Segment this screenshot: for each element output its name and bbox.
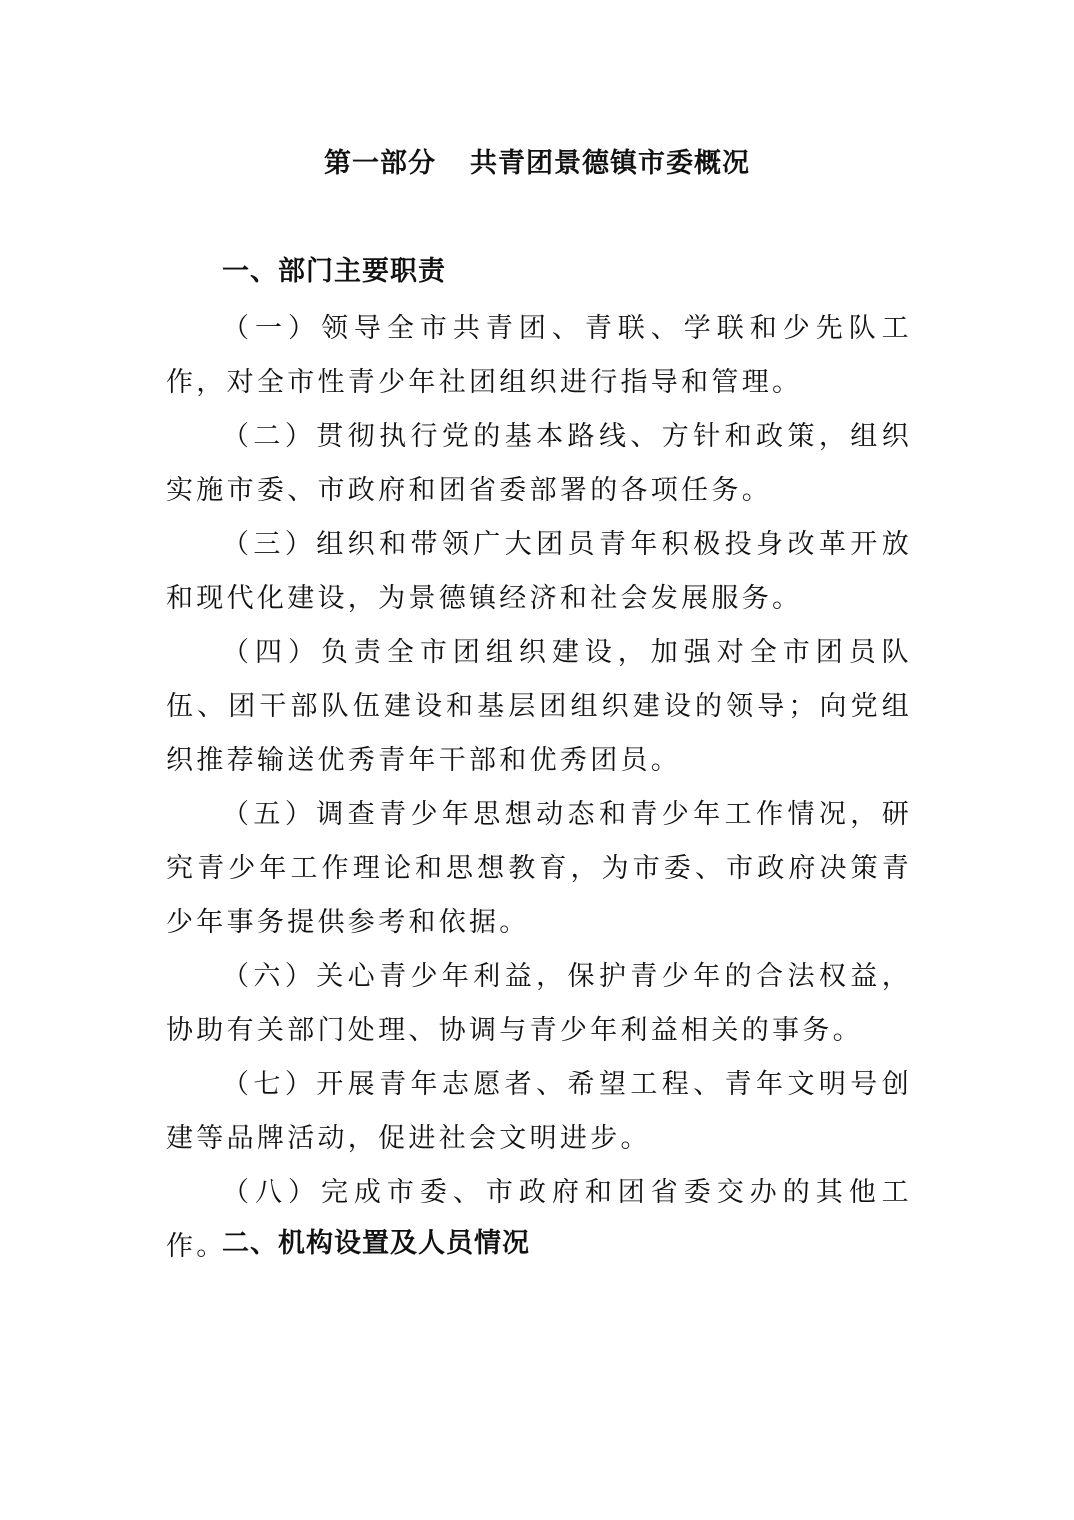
title-main: 共青团景德镇市委概况 xyxy=(470,148,750,179)
duty-paragraph-5: （五）调查青少年思想动态和青少年工作情况，研究青少年工作理论和思想教育，为市委、市政府决策青少年事务提供参考和依据。 xyxy=(166,799,912,938)
duty-paragraph-3: （三）组织和带领广大团员青年积极投身改革开放和现代化建设，为景德镇经济和社会发展服务。 xyxy=(166,529,912,614)
duty-paragraph-1: （一）领导全市共青团、青联、学联和少先队工作，对全市性青少年社团组织进行指导和管理。 xyxy=(166,313,912,398)
duty-paragraph-8: （八）完成市委、市政府和团省委交办的其他工作。 xyxy=(166,1177,912,1262)
section-heading-organization: 二、机构设置及人员情况 xyxy=(222,1228,530,1259)
duty-paragraph-6: （六）关心青少年利益，保护青少年的合法权益，协助有关部门处理、协调与青少年利益相关的事务。 xyxy=(166,961,912,1046)
page-title xyxy=(0,142,1074,186)
duty-paragraph-2: （二）贯彻执行党的基本路线、方针和政策，组织实施市委、市政府和团省委部署的各项任务。 xyxy=(166,421,912,506)
duty-paragraph-4: （四）负责全市团组织建设，加强对全市团员队伍、团干部队伍建设和基层团组织建设的领导；向党组织推荐输送优秀青年干部和优秀团员。 xyxy=(166,637,912,776)
title-part: 第一部分 xyxy=(324,148,436,179)
duty-paragraph-7: （七）开展青年志愿者、希望工程、青年文明号创建等品牌活动，促进社会文明进步。 xyxy=(166,1069,912,1154)
section-heading-duties: 一、部门主要职责 xyxy=(222,256,446,287)
